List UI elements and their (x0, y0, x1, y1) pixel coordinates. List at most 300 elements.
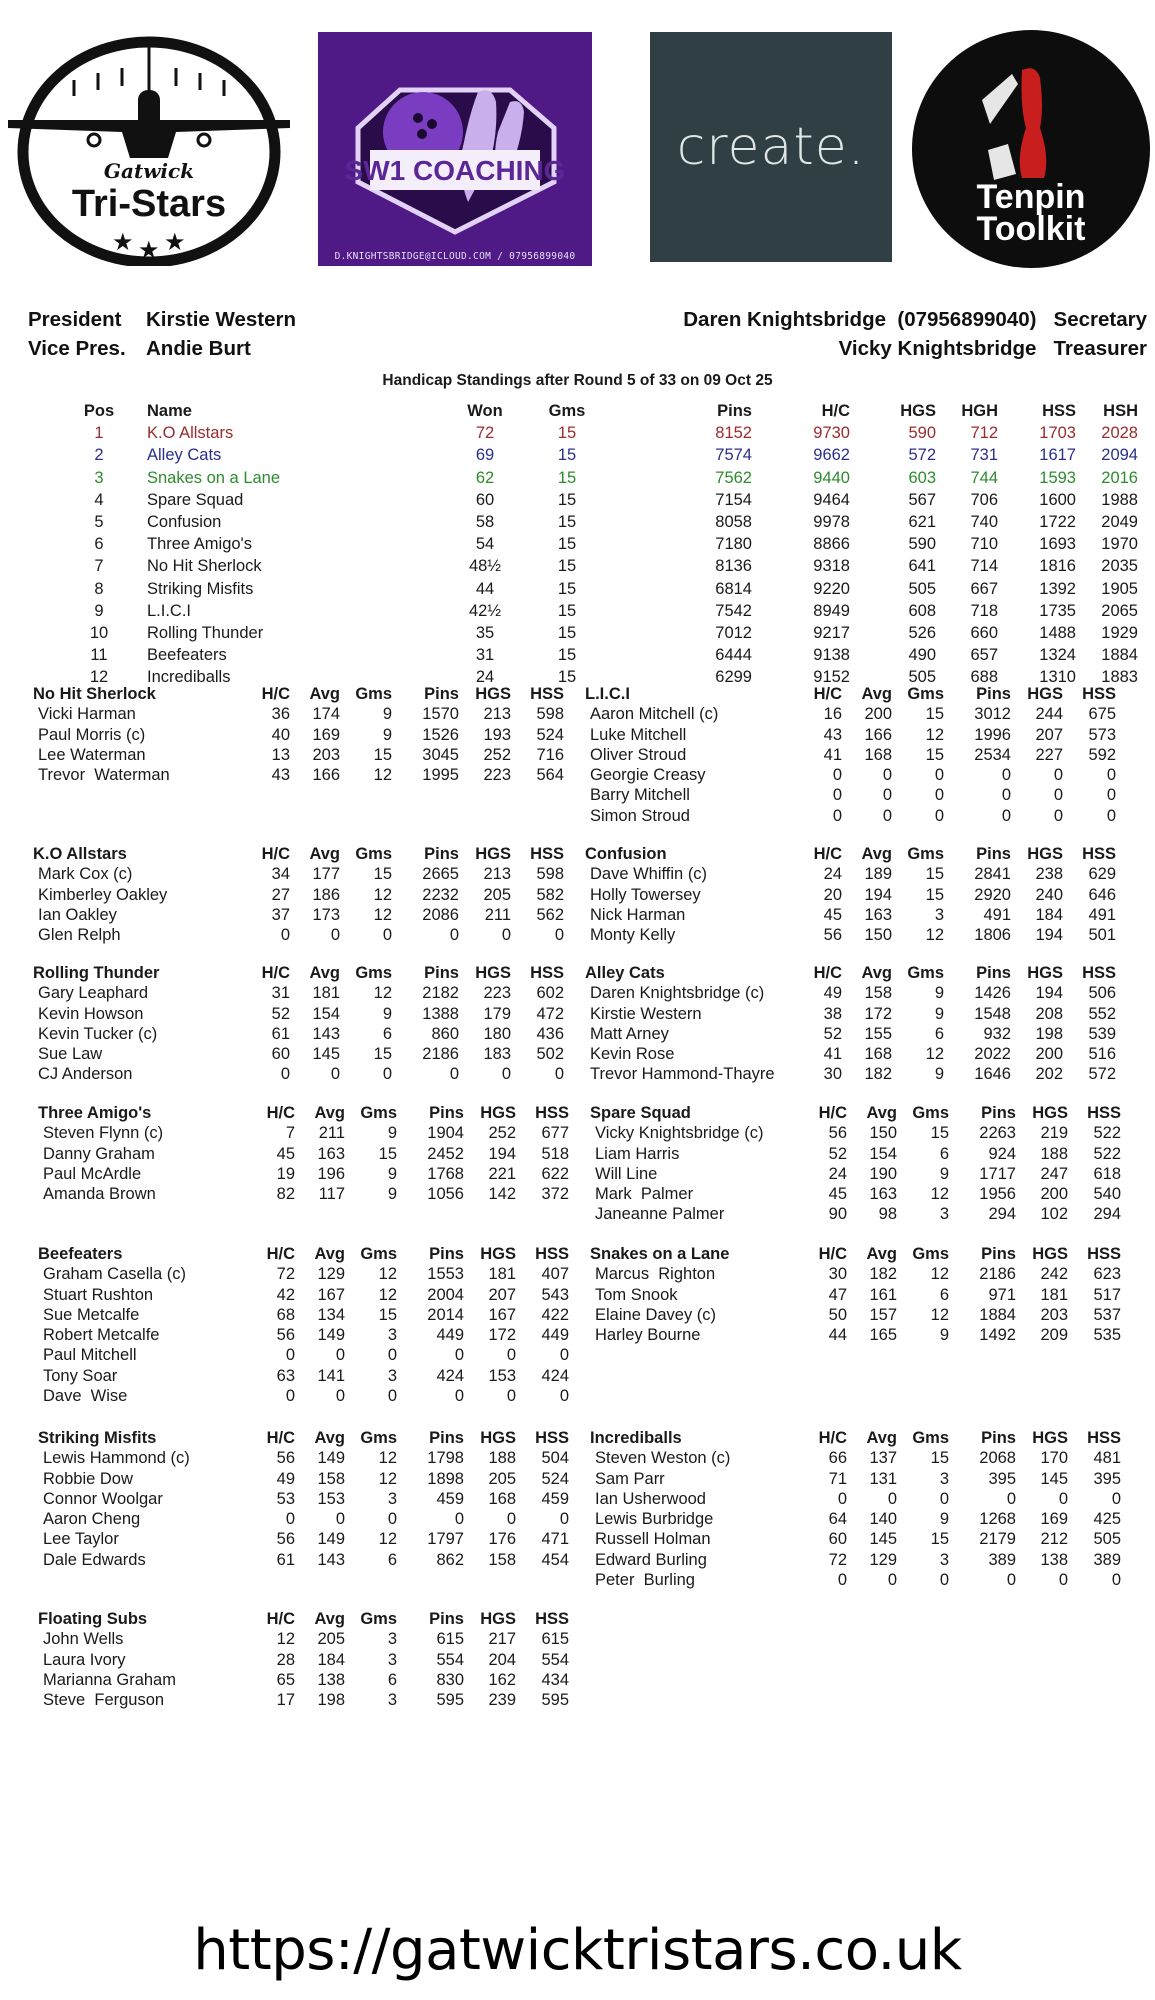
player-avg: 158 (864, 984, 892, 1003)
player-name: Peter Burling (595, 1571, 695, 1590)
cell-won: 44 (475, 579, 495, 598)
player-gms: 6 (387, 1550, 397, 1569)
player-gms: 15 (930, 1530, 949, 1549)
cell-pos: 10 (89, 623, 109, 642)
cell-hsh: 2035 (1101, 557, 1138, 576)
col-gms: Gms (907, 964, 944, 982)
player-gms: 6 (934, 1024, 944, 1043)
svg-text:Gatwick: Gatwick (103, 159, 195, 183)
player-avg: 154 (312, 1004, 340, 1023)
player-hss: 524 (536, 725, 564, 744)
player-gms: 15 (925, 885, 944, 904)
player-hc: 60 (828, 1530, 847, 1549)
col-hss: HSS (530, 964, 564, 982)
player-avg: 153 (317, 1489, 345, 1508)
player-row (38, 1184, 578, 1204)
player-hgs: 204 (488, 1650, 516, 1669)
player-avg: 149 (317, 1326, 345, 1345)
player-gms: 6 (382, 1024, 392, 1043)
cell-gms: 15 (557, 490, 577, 509)
player-avg: 0 (882, 786, 892, 805)
player-hss: 677 (541, 1124, 569, 1143)
cell-hsh: 2016 (1101, 468, 1138, 487)
player-hgs: 238 (1035, 865, 1063, 884)
player-name: Ian Oakley (38, 905, 117, 924)
player-row (38, 1264, 578, 1284)
player-hc: 19 (276, 1164, 295, 1183)
player-gms: 12 (930, 1265, 949, 1284)
cell-hss: 1816 (1039, 557, 1076, 576)
team-table (590, 1244, 1130, 1345)
cell-hc: 9220 (813, 579, 850, 598)
player-avg: 150 (864, 926, 892, 945)
player-pins: 2179 (979, 1530, 1016, 1549)
player-hc: 49 (276, 1469, 295, 1488)
player-name: Paul McArdle (43, 1164, 142, 1183)
cell-won: 62 (475, 468, 495, 487)
cell-gms: 15 (557, 601, 577, 620)
player-avg: 149 (317, 1530, 345, 1549)
col-hc: H/C (813, 845, 842, 863)
cell-hc: 8949 (813, 601, 850, 620)
player-gms: 15 (373, 865, 392, 884)
player-avg: 0 (335, 1510, 345, 1529)
player-hss: 629 (1088, 865, 1116, 884)
team-header (33, 963, 573, 983)
player-hss: 395 (1093, 1469, 1121, 1488)
player-hgs: 170 (1040, 1449, 1068, 1468)
player-name: Dave Wise (43, 1387, 128, 1406)
player-pins: 862 (436, 1550, 464, 1569)
player-row (590, 1529, 1130, 1549)
player-avg: 150 (869, 1124, 897, 1143)
player-pins: 0 (1006, 1489, 1016, 1508)
player-hc: 42 (276, 1285, 295, 1304)
player-name: Daren Knightsbridge (c) (590, 984, 765, 1003)
player-avg: 196 (317, 1164, 345, 1183)
player-hgs: 0 (501, 926, 511, 945)
player-pins: 932 (983, 1024, 1011, 1043)
team-header (590, 1428, 1130, 1448)
cell-pos: 7 (94, 557, 104, 576)
team-header (33, 844, 573, 864)
player-hc: 41 (823, 1045, 842, 1064)
player-pins: 1553 (427, 1265, 464, 1284)
player-pins: 2014 (427, 1305, 464, 1324)
col-gms: Gms (355, 685, 392, 703)
player-hc: 0 (837, 1489, 847, 1508)
cell-hss: 1617 (1039, 446, 1076, 465)
col-pins: Pins (429, 1245, 464, 1263)
player-hss: 573 (1088, 725, 1116, 744)
player-hc: 60 (271, 1045, 290, 1064)
player-hss: 522 (1093, 1124, 1121, 1143)
player-hss: 517 (1093, 1285, 1121, 1304)
col-hgs: HGS (1027, 964, 1063, 982)
player-hgs: 198 (1035, 1024, 1063, 1043)
cell-won: 69 (475, 446, 495, 465)
player-pins: 389 (988, 1550, 1016, 1569)
player-avg: 137 (869, 1449, 897, 1468)
team-name: Alley Cats (585, 964, 665, 982)
player-hss: 424 (541, 1366, 569, 1385)
player-name: Vicky Knightsbridge (c) (595, 1124, 764, 1143)
player-row (585, 725, 1125, 745)
standings-header (80, 400, 1138, 422)
player-row (33, 1004, 573, 1024)
cell-name: Spare Squad (147, 490, 244, 509)
player-hgs: 205 (483, 885, 511, 904)
cell-pos: 8 (94, 579, 104, 598)
player-name: Marianna Graham (43, 1670, 176, 1689)
col-gms: Gms (360, 1245, 397, 1263)
player-gms: 12 (373, 885, 392, 904)
player-name: Mark Cox (c) (38, 865, 133, 884)
standings-row (80, 600, 1138, 622)
player-hc: 56 (828, 1124, 847, 1143)
player-hss: 592 (1088, 745, 1116, 764)
col-avg: Avg (861, 845, 892, 863)
player-row (33, 905, 573, 925)
player-hgs: 194 (1035, 984, 1063, 1003)
player-name: Lee Taylor (43, 1530, 119, 1549)
player-name: Amanda Brown (43, 1185, 156, 1204)
player-hgs: 202 (1035, 1065, 1063, 1084)
cell-hgs: 572 (908, 446, 936, 465)
team-header (590, 1244, 1130, 1264)
player-pins: 2232 (422, 885, 459, 904)
cell-gms: 15 (557, 468, 577, 487)
player-row (33, 745, 573, 765)
player-avg: 141 (317, 1366, 345, 1385)
cell-pos: 11 (90, 646, 108, 665)
player-hc: 52 (823, 1024, 842, 1043)
team-table (38, 1103, 578, 1204)
player-avg: 0 (330, 926, 340, 945)
cell-hsh: 2094 (1101, 446, 1138, 465)
player-hc: 56 (276, 1449, 295, 1468)
player-gms: 15 (930, 1124, 949, 1143)
player-row (38, 1144, 578, 1164)
player-row (33, 765, 573, 785)
col-pins: Pins (981, 1245, 1016, 1263)
player-hc: 45 (276, 1144, 295, 1163)
cell-hsh: 2028 (1101, 424, 1138, 443)
col-hc: H/C (818, 1429, 847, 1447)
standings-title: Handicap Standings after Round 5 of 33 on 09 Oct 25 (382, 372, 773, 389)
secretary-info: Daren Knightsbridge (07956899040) Secretary (683, 308, 1147, 331)
svg-text:Toolkit: Toolkit (976, 210, 1086, 248)
col-pins: Pins (976, 685, 1011, 703)
player-name: Steve Ferguson (43, 1691, 165, 1710)
cell-hsh: 1905 (1101, 579, 1138, 598)
player-hss: 623 (1093, 1265, 1121, 1284)
col-hc: H/C (266, 1245, 295, 1263)
player-name: Laura Ivory (43, 1650, 126, 1669)
player-gms: 9 (387, 1185, 397, 1204)
player-hc: 0 (285, 1387, 295, 1406)
player-hss: 471 (541, 1530, 569, 1549)
player-hgs: 184 (1035, 905, 1063, 924)
player-avg: 143 (312, 1024, 340, 1043)
player-gms: 0 (934, 766, 944, 785)
player-avg: 163 (317, 1144, 345, 1163)
col-hc: H/C (266, 1429, 295, 1447)
col-avg: Avg (314, 1610, 345, 1628)
player-hc: 56 (276, 1530, 295, 1549)
player-avg: 174 (312, 705, 340, 724)
cell-won: 35 (475, 623, 495, 642)
col-pins: Pins (981, 1429, 1016, 1447)
cell-hss: 1600 (1039, 490, 1076, 509)
player-hss: 0 (1106, 766, 1116, 785)
player-name: Holly Towersey (590, 885, 701, 904)
col-hgs: HGS (900, 402, 936, 420)
cell-hss: 1693 (1039, 535, 1076, 554)
treasurer-info: Vicky Knightsbridge Treasurer (838, 337, 1147, 360)
col-hgs: HGS (1027, 685, 1063, 703)
player-pins: 595 (436, 1691, 464, 1710)
player-name: Kirstie Western (590, 1004, 702, 1023)
col-avg: Avg (309, 845, 340, 863)
player-hgs: 142 (488, 1185, 516, 1204)
player-row (33, 1044, 573, 1064)
player-hgs: 208 (1035, 1004, 1063, 1023)
player-pins: 395 (988, 1469, 1016, 1488)
player-pins: 424 (436, 1366, 464, 1385)
cell-hgs: 590 (908, 424, 936, 443)
player-pins: 1956 (979, 1185, 1016, 1204)
svg-text:★: ★ (138, 236, 160, 264)
player-pins: 615 (436, 1630, 464, 1649)
cell-hgh: 740 (970, 512, 998, 531)
player-pins: 3012 (974, 705, 1011, 724)
player-hc: 56 (276, 1326, 295, 1345)
player-hss: 562 (536, 905, 564, 924)
cell-pins: 7542 (715, 601, 752, 620)
player-hss: 294 (1093, 1205, 1121, 1224)
player-hc: 63 (276, 1366, 295, 1385)
col-hgs: HGS (475, 964, 511, 982)
team-name: Striking Misfits (38, 1429, 157, 1447)
col-hss: HSS (535, 1104, 569, 1122)
col-avg: Avg (314, 1429, 345, 1447)
cell-hgh: 731 (970, 446, 998, 465)
player-hss: 501 (1088, 926, 1116, 945)
col-avg: Avg (866, 1245, 897, 1263)
player-gms: 3 (939, 1469, 949, 1488)
player-avg: 203 (312, 745, 340, 764)
player-hss: 716 (536, 745, 564, 764)
player-hc: 47 (828, 1285, 847, 1304)
player-avg: 181 (312, 984, 340, 1003)
player-hc: 37 (271, 905, 290, 924)
cell-hss: 1735 (1039, 601, 1076, 620)
player-name: Lewis Burbridge (595, 1510, 714, 1529)
cell-name: Confusion (147, 512, 222, 531)
player-hgs: 252 (488, 1124, 516, 1143)
player-hgs: 221 (488, 1164, 516, 1183)
cell-pins: 6444 (715, 646, 752, 665)
svg-text:Tri-Stars: Tri-Stars (71, 183, 227, 225)
cell-gms: 15 (557, 446, 577, 465)
player-hss: 618 (1093, 1164, 1121, 1183)
player-hc: 0 (837, 1571, 847, 1590)
player-hgs: 181 (488, 1265, 516, 1284)
cell-pos: 5 (94, 512, 104, 531)
player-hss: 372 (541, 1185, 569, 1204)
cell-hc: 9152 (813, 668, 850, 687)
team-table (38, 1428, 578, 1570)
cell-gms: 15 (557, 623, 577, 642)
player-row (38, 1448, 578, 1468)
player-pins: 2186 (422, 1045, 459, 1064)
cell-name: Snakes on a Lane (147, 468, 281, 487)
player-row (33, 925, 573, 945)
player-gms: 9 (382, 725, 392, 744)
player-pins: 3045 (422, 745, 459, 764)
player-gms: 9 (382, 705, 392, 724)
cell-name: Beefeaters (147, 646, 227, 665)
player-hss: 0 (554, 926, 564, 945)
cell-hgh: 718 (970, 601, 998, 620)
player-hgs: 219 (1040, 1124, 1068, 1143)
cell-hsh: 2065 (1101, 601, 1138, 620)
cell-name: No Hit Sherlock (147, 557, 262, 576)
player-hgs: 0 (506, 1387, 516, 1406)
cell-pins: 7154 (715, 490, 752, 509)
player-avg: 200 (864, 705, 892, 724)
player-hc: 7 (285, 1124, 295, 1143)
col-avg: Avg (866, 1104, 897, 1122)
cell-hss: 1593 (1039, 468, 1076, 487)
player-hgs: 188 (1040, 1144, 1068, 1163)
col-avg: Avg (861, 685, 892, 703)
col-hss: HSS (535, 1245, 569, 1263)
player-name: Steven Flynn (c) (43, 1124, 164, 1143)
player-hgs: 200 (1040, 1185, 1068, 1204)
player-pins: 1996 (974, 725, 1011, 744)
team-header (585, 844, 1125, 864)
cell-pos: 2 (94, 446, 104, 465)
player-gms: 9 (939, 1510, 949, 1529)
player-row (38, 1325, 578, 1345)
svg-text:SW1 COACHING: SW1 COACHING (344, 155, 566, 186)
standings-row (80, 489, 1138, 511)
cell-hc: 9730 (813, 424, 850, 443)
player-gms: 9 (934, 1065, 944, 1084)
player-hc: 28 (276, 1650, 295, 1669)
player-avg: 131 (869, 1469, 897, 1488)
player-avg: 167 (317, 1285, 345, 1304)
player-hc: 52 (271, 1004, 290, 1023)
standings-row (80, 467, 1138, 489)
col-hgs: HGS (1032, 1104, 1068, 1122)
league-officers (28, 308, 1147, 366)
player-hss: 537 (1093, 1305, 1121, 1324)
cell-pins: 7562 (715, 468, 752, 487)
col-hgs: HGS (480, 1104, 516, 1122)
player-hc: 56 (823, 926, 842, 945)
player-avg: 163 (864, 905, 892, 924)
player-gms: 15 (373, 745, 392, 764)
col-hss: HSS (530, 685, 564, 703)
cell-hgs: 603 (908, 468, 936, 487)
cell-hc: 9318 (813, 557, 850, 576)
player-hc: 72 (828, 1550, 847, 1569)
cell-hgh: 712 (970, 424, 998, 443)
player-hss: 505 (1093, 1530, 1121, 1549)
col-pins: Pins (976, 845, 1011, 863)
cell-pos: 4 (94, 490, 104, 509)
sponsor-logos (0, 0, 1155, 280)
player-row (33, 704, 573, 724)
player-gms: 12 (378, 1285, 397, 1304)
player-gms: 3 (387, 1630, 397, 1649)
player-hss: 502 (536, 1045, 564, 1064)
player-hgs: 138 (1040, 1550, 1068, 1569)
player-name: Robert Metcalfe (43, 1326, 160, 1345)
player-hss: 595 (541, 1691, 569, 1710)
cell-name: K.O Allstars (147, 424, 234, 443)
player-pins: 0 (449, 1065, 459, 1084)
player-hss: 675 (1088, 705, 1116, 724)
player-name: Trevor Waterman (38, 766, 170, 785)
player-avg: 184 (317, 1650, 345, 1669)
col-hc: H/C (261, 685, 290, 703)
player-hc: 34 (271, 865, 290, 884)
website-url[interactable]: https://gatwicktristars.co.uk (193, 1918, 962, 1983)
player-gms: 3 (387, 1366, 397, 1385)
player-row (38, 1366, 578, 1386)
player-hgs: 169 (1040, 1510, 1068, 1529)
player-hss: 598 (536, 705, 564, 724)
player-hss: 481 (1093, 1449, 1121, 1468)
player-hss: 491 (1088, 905, 1116, 924)
player-name: Connor Woolgar (43, 1489, 163, 1508)
team-name: Spare Squad (590, 1104, 691, 1122)
cell-hgh: 710 (970, 535, 998, 554)
player-hgs: 167 (488, 1305, 516, 1324)
player-name: Simon Stroud (590, 806, 690, 825)
player-avg: 0 (882, 806, 892, 825)
player-hc: 61 (271, 1024, 290, 1043)
cell-hss: 1324 (1039, 646, 1076, 665)
player-row (38, 1629, 578, 1649)
player-row (585, 885, 1125, 905)
player-gms: 12 (378, 1469, 397, 1488)
col-pins: Pins (424, 964, 459, 982)
player-row (590, 1164, 1130, 1184)
player-pins: 1798 (427, 1449, 464, 1468)
cell-hgs: 590 (908, 535, 936, 554)
team-header (590, 1103, 1130, 1123)
team-header (585, 684, 1125, 704)
player-row (38, 1509, 578, 1529)
cell-hgh: 744 (970, 468, 998, 487)
cell-hc: 9217 (813, 623, 850, 642)
player-hc: 61 (276, 1550, 295, 1569)
player-hgs: 194 (1035, 926, 1063, 945)
player-hc: 0 (832, 766, 842, 785)
player-hc: 30 (823, 1065, 842, 1084)
player-hc: 0 (285, 1510, 295, 1529)
player-hc: 30 (828, 1265, 847, 1284)
player-pins: 1995 (422, 766, 459, 785)
player-gms: 9 (939, 1164, 949, 1183)
player-hss: 564 (536, 766, 564, 785)
player-gms: 15 (373, 1045, 392, 1064)
